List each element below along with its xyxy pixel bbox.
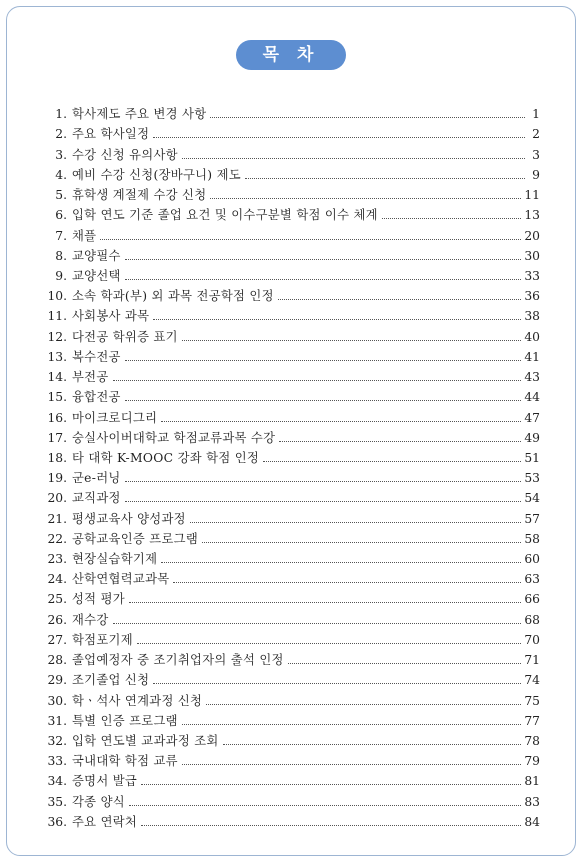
toc-entry-page: 83	[524, 794, 540, 809]
toc-leader-dots	[125, 400, 522, 401]
toc-entry-page: 13	[524, 208, 540, 223]
toc-entry-page: 43	[524, 370, 540, 385]
toc-entry-title: 성적 평가	[72, 592, 125, 607]
toc-leader-dots	[382, 218, 522, 219]
toc-leader-dots	[182, 340, 521, 341]
toc-entry[interactable]	[40, 468, 540, 488]
toc-entry-page: 70	[524, 632, 540, 647]
toc-entry-number: 8.	[55, 248, 67, 263]
toc-entry[interactable]	[40, 650, 540, 670]
toc-entry-number: 9.	[55, 268, 67, 283]
toc-entry-page: 30	[524, 248, 540, 263]
toc-entry-title: 졸업예정자 중 조기취업자의 출석 인정	[72, 653, 284, 668]
toc-entry-title: 입학 연도별 교과과정 조회	[72, 734, 219, 748]
toc-leader-dots	[125, 279, 522, 280]
page-title: 목 차	[236, 40, 346, 70]
toc-entry-page: 49	[524, 430, 540, 445]
toc-entry-number: 11.	[47, 309, 67, 324]
toc-leader-dots	[288, 663, 522, 664]
toc-entry[interactable]	[40, 347, 540, 367]
toc-entry-page: 84	[524, 814, 540, 829]
toc-entry-title: 부전공	[72, 370, 109, 385]
toc-entry-title: 마이크로디그리	[72, 410, 158, 425]
toc-entry[interactable]	[40, 690, 540, 710]
toc-entry-number: 28.	[47, 653, 67, 668]
toc-entry-title: 복수전공	[72, 349, 121, 364]
toc-leader-dots	[161, 421, 521, 422]
toc-leader-dots	[245, 178, 525, 179]
toc-entry-title: 각종 양식	[72, 794, 125, 809]
toc-leader-dots	[153, 319, 521, 320]
toc-entry[interactable]	[40, 589, 540, 609]
toc-leader-dots	[210, 198, 521, 199]
toc-entry-number: 1.	[55, 107, 67, 122]
toc-entry-page: 77	[524, 713, 540, 728]
toc-leader-dots	[141, 825, 521, 826]
toc-leader-dots	[125, 481, 522, 482]
toc-entry[interactable]	[40, 609, 540, 629]
toc-entry-title: 융합전공	[72, 390, 121, 405]
toc-entry[interactable]	[40, 630, 540, 650]
toc-entry[interactable]	[40, 185, 540, 205]
toc-entry-title: 평생교육사 양성과정	[72, 511, 186, 526]
toc-entry-number: 12.	[47, 329, 67, 344]
toc-entry-page: 38	[524, 309, 540, 324]
toc-entry-page: 79	[524, 754, 540, 769]
toc-entry-number: 13.	[47, 349, 67, 364]
toc-entry-page: 58	[524, 531, 540, 546]
toc-entry-title: 공학교육인증 프로그램	[72, 531, 198, 546]
toc-entry-page: 81	[524, 774, 540, 789]
toc-entry-number: 30.	[47, 693, 67, 708]
toc-entry-page: 78	[524, 734, 540, 748]
toc-entry-title: 재수강	[72, 612, 109, 627]
toc-entry-page: 71	[524, 653, 540, 668]
toc-entry-title: 휴학생 계절제 수강 신청	[72, 188, 207, 203]
toc-entry-number: 22.	[47, 531, 67, 546]
toc-leader-dots	[113, 623, 522, 624]
toc-entry-title: 주요 연락처	[72, 814, 138, 829]
toc-entry-title: 현장실습학기제	[72, 552, 158, 567]
toc-entry-page: 41	[524, 349, 540, 364]
toc-entry-page: 74	[524, 673, 540, 688]
toc-entry-title: 채플	[72, 228, 97, 243]
toc-entry-title: 소속 학과(부) 외 과목 전공학점 인정	[72, 289, 274, 304]
toc-entry-page: 33	[524, 268, 540, 283]
toc-entry-number: 20.	[47, 491, 67, 506]
toc-entry[interactable]	[40, 326, 540, 346]
toc-entry-number: 16.	[47, 410, 67, 425]
toc-entry-page: 3	[532, 147, 540, 162]
toc-leader-dots	[278, 299, 522, 300]
toc-entry-title: 군e-러닝	[72, 471, 121, 486]
toc-leader-dots	[113, 380, 522, 381]
toc-entry-title: 입학 연도 기준 졸업 요건 및 이수구분별 학점 이수 체계	[72, 208, 378, 223]
toc-leader-dots	[153, 683, 521, 684]
toc-leader-dots	[125, 360, 522, 361]
toc-entry-page: 60	[524, 552, 540, 567]
toc-entry[interactable]	[40, 508, 540, 528]
toc-leader-dots	[182, 764, 521, 765]
toc-entry-page: 68	[524, 612, 540, 627]
toc-entry[interactable]	[40, 306, 540, 326]
toc-entry-page: 66	[524, 592, 540, 607]
toc-entry-title: 수강 신청 유의사항	[72, 147, 178, 162]
toc-leader-dots	[263, 461, 521, 462]
toc-entry[interactable]	[40, 488, 540, 508]
toc-entry-number: 25.	[47, 592, 67, 607]
toc-entry-title: 사회봉사 과목	[72, 309, 150, 324]
toc-entry-title: 학점포기제	[72, 632, 133, 647]
toc-entry[interactable]	[40, 286, 540, 306]
toc-entry-title: 다전공 학위증 표기	[72, 329, 178, 344]
toc-entry[interactable]	[40, 124, 540, 144]
toc-entry[interactable]	[40, 387, 540, 407]
toc-entry[interactable]	[40, 165, 540, 185]
toc-entry-title: 학ㆍ석사 연계과정 신청	[72, 693, 203, 708]
toc-leader-dots	[279, 441, 521, 442]
toc-leader-dots	[129, 805, 521, 806]
toc-entry-number: 32.	[47, 734, 67, 748]
toc-entry-number: 5.	[55, 188, 67, 203]
toc-entry[interactable]	[40, 569, 540, 589]
toc-entry-title: 주요 학사일정	[72, 127, 150, 142]
toc-entry-number: 10.	[47, 289, 67, 304]
toc-entry-title: 교양필수	[72, 248, 121, 263]
toc-entry[interactable]	[40, 407, 540, 427]
toc-entry-page: 1	[532, 107, 540, 122]
toc-entry[interactable]	[40, 549, 540, 569]
table-of-contents	[40, 104, 540, 832]
toc-entry-number: 15.	[47, 390, 67, 405]
toc-entry-number: 34.	[47, 774, 67, 789]
toc-leader-dots	[182, 724, 521, 725]
toc-entry[interactable]	[40, 791, 540, 811]
toc-entry[interactable]	[40, 246, 540, 266]
toc-entry-number: 19.	[47, 471, 67, 486]
toc-leader-dots	[223, 744, 522, 745]
toc-entry-title: 조기졸업 신청	[72, 673, 150, 688]
toc-leader-dots	[210, 117, 525, 118]
toc-entry[interactable]	[40, 771, 540, 791]
toc-entry-number: 31.	[47, 713, 67, 728]
toc-entry[interactable]	[40, 428, 540, 448]
toc-entry-title: 증명서 발급	[72, 774, 138, 789]
toc-leader-dots	[202, 542, 521, 543]
toc-entry-page: 36	[524, 289, 540, 304]
toc-entry[interactable]	[40, 225, 540, 245]
toc-entry[interactable]	[40, 104, 540, 124]
toc-entry-number: 7.	[55, 228, 67, 243]
toc-entry[interactable]	[40, 205, 540, 225]
toc-leader-dots	[206, 704, 521, 705]
toc-leader-dots	[190, 522, 522, 523]
toc-entry-number: 3.	[55, 147, 67, 162]
toc-entry[interactable]	[40, 711, 540, 731]
toc-entry[interactable]	[40, 670, 540, 690]
toc-entry-number: 18.	[47, 450, 67, 465]
toc-entry-number: 4.	[55, 167, 67, 182]
toc-entry[interactable]	[40, 448, 540, 468]
toc-entry-page: 47	[524, 410, 540, 425]
toc-entry-title: 교양선택	[72, 268, 121, 283]
toc-entry-number: 27.	[47, 632, 67, 647]
toc-entry-number: 33.	[47, 754, 67, 769]
toc-entry[interactable]	[40, 144, 540, 164]
toc-entry-number: 21.	[47, 511, 67, 526]
toc-entry[interactable]	[40, 367, 540, 387]
toc-entry-page: 20	[524, 228, 540, 243]
toc-entry-number: 35.	[47, 794, 67, 809]
toc-entry[interactable]	[40, 266, 540, 286]
toc-entry[interactable]	[40, 751, 540, 771]
toc-leader-dots	[161, 562, 521, 563]
toc-leader-dots	[182, 158, 525, 159]
toc-leader-dots	[153, 137, 525, 138]
toc-entry-page: 57	[524, 511, 540, 526]
toc-entry-title: 예비 수강 신청(장바구니) 제도	[72, 167, 241, 182]
toc-entry-title: 학사제도 주요 변경 사항	[72, 107, 207, 122]
toc-entry-number: 23.	[47, 552, 67, 567]
toc-entry[interactable]	[40, 529, 540, 549]
toc-leader-dots	[100, 239, 521, 240]
toc-entry-number: 6.	[55, 208, 67, 223]
toc-entry-title: 타 대학 K-MOOC 강좌 학점 인정	[72, 450, 260, 465]
toc-entry-page: 40	[524, 329, 540, 344]
toc-entry-number: 36.	[47, 814, 67, 829]
toc-entry-page: 75	[524, 693, 540, 708]
toc-entry-title: 국내대학 학점 교류	[72, 754, 178, 769]
toc-entry-page: 53	[524, 471, 540, 486]
toc-entry-page: 11	[524, 188, 540, 203]
toc-entry-number: 26.	[47, 612, 67, 627]
toc-entry[interactable]	[40, 731, 540, 751]
toc-entry-number: 14.	[47, 370, 67, 385]
toc-entry-title: 숭실사이버대학교 학점교류과목 수강	[72, 430, 276, 445]
toc-entry-page: 51	[524, 450, 540, 465]
toc-leader-dots	[137, 643, 521, 644]
toc-entry-number: 24.	[47, 572, 67, 587]
toc-entry[interactable]	[40, 812, 540, 832]
toc-entry-page: 54	[524, 491, 540, 506]
toc-entry-page: 2	[532, 127, 540, 142]
toc-entry-title: 특별 인증 프로그램	[72, 713, 178, 728]
toc-entry-number: 29.	[47, 673, 67, 688]
toc-entry-page: 44	[524, 390, 540, 405]
toc-leader-dots	[125, 501, 522, 502]
toc-entry-page: 9	[532, 167, 540, 182]
toc-leader-dots	[125, 259, 522, 260]
toc-entry-title: 교직과정	[72, 491, 121, 506]
toc-entry-number: 2.	[55, 127, 67, 142]
toc-leader-dots	[173, 582, 521, 583]
toc-entry-title: 산학연협력교과목	[72, 572, 170, 587]
toc-entry-number: 17.	[47, 430, 67, 445]
toc-leader-dots	[129, 602, 521, 603]
toc-entry-page: 63	[524, 572, 540, 587]
toc-leader-dots	[141, 784, 521, 785]
